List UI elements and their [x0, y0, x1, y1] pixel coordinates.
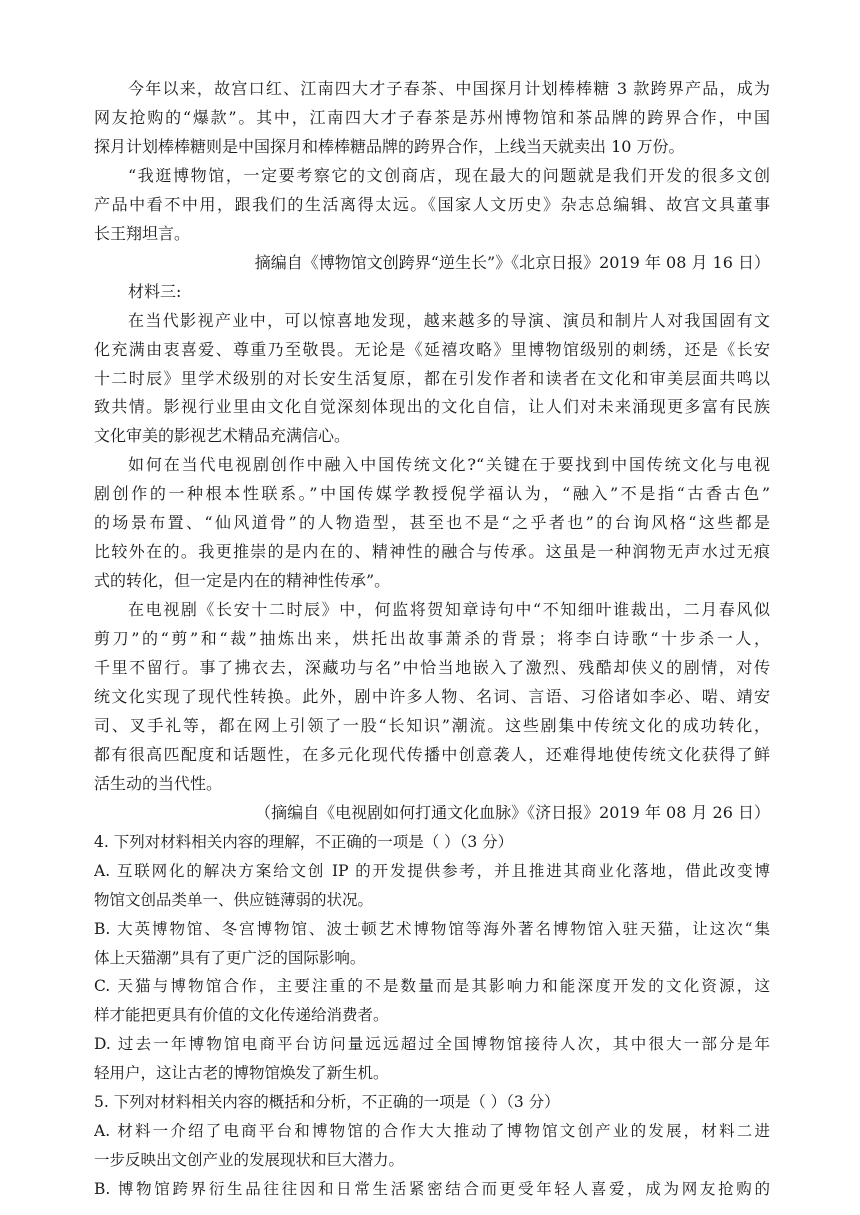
paragraph-line: 探月计划棒棒糖则是中国探月和棒棒糖品牌的跨界合作，上线当天就卖出 10 万份。	[94, 137, 685, 156]
paragraph-line: 如何在当代电视剧创作中融入中国传统文化?“关键在于要找到中国传统文化与电视	[128, 455, 770, 474]
source-citation: （摘编自《电视剧如何打通文化血脉》《济日报》2019 年 08 月 26 日）	[255, 803, 770, 822]
paragraph-line: “我逛博物馆，一定要考察它的文创商店，现在最大的问题就是我们开发的很多文创	[128, 166, 770, 185]
paragraph-line: 都有很高匹配度和话题性，在多元化现代传播中创意袭人，还难得地使传统文化获得了鲜	[94, 745, 770, 764]
paragraph-line: 比较外在的。我更推崇的是内在的、精神性的融合与传承。这虽是一种润物无声水过无痕	[94, 542, 770, 561]
paragraph-line: 的场景布置、“仙风道骨”的人物造型，甚至也不是“之乎者也”的台询风格“这些都是	[94, 513, 770, 532]
paragraph-line: 司、叉手礼等，都在网上引领了一股“长知识”潮流。这些剧集中传统文化的成功转化，	[94, 716, 770, 735]
question-5-option-b: B. 博物馆跨界衍生品往往因和日常生活紧密结合而更受年轻人喜爱，成为网友抢购的	[94, 1180, 770, 1198]
question-4-option-b-cont: 体上天猫潮”具有了更广泛的国际影响。	[94, 949, 366, 967]
question-4-stem: 4. 下列对材料相关内容的理解，不正确的一项是（ ）（3 分）	[94, 833, 514, 851]
paragraph-line: 千里不留行。事了拂衣去，深藏功与名”中恰当地嵌入了激烈、残酷却侠义的剧情，对传	[94, 658, 770, 677]
question-4-option-a: A. 互联网化的解决方案给文创 IP 的开发提供参考，并且推进其商业化落地，借此改变博	[94, 862, 770, 880]
question-4-option-c: C. 天猫与博物馆合作，主要注重的不是数量而是其影响力和能深度开发的文化资源，这	[94, 977, 770, 995]
paragraph-line: 剧创作的一种根本性联系。”中国传媒学教授倪学福认为，“融入”不是指“古香古色”	[94, 484, 770, 503]
paragraph-line: 致共情。影视行业里由文化自觉深刻体现出的文化自信，让人们对未来涌现更多富有民族	[94, 397, 770, 416]
question-5-option-a: A. 材料一介绍了电商平台和博物馆的合作大大推动了博物馆文创产业的发展，材料二进	[94, 1122, 770, 1140]
section-heading: 材料三:	[128, 282, 182, 301]
paragraph-line: 在电视剧《长安十二时辰》中，何监将贺知章诗句中“不知细叶谁裁出，二月春风似	[128, 600, 770, 619]
question-4-option-c-cont: 样才能把更具有价值的文化传递给消费者。	[94, 1006, 389, 1024]
paragraph-line: 长王翔坦言。	[94, 224, 191, 243]
paragraph-line: 产品中看不中用，跟我们的生活离得太远。《国家人文历史》杂志总编辑、故宫文具董事	[94, 195, 770, 214]
paragraph-line: 十二时辰》里学术级别的对长安生活复原，都在引发作者和读者在文化和审美层面共鸣以	[94, 369, 770, 388]
paragraph-line: 活生动的当代性。	[94, 774, 223, 793]
question-4-option-a-cont: 物馆文创品类单一、供应链薄弱的状况。	[94, 891, 374, 909]
paragraph-line: 式的转化，但一定是内在的精神性传承”。	[94, 571, 391, 590]
paragraph-line: 剪刀”的“剪”和“裁”抽炼出来，烘托出故事萧杀的背景；将李白诗歌“十步杀一人，	[94, 629, 770, 648]
question-4-option-d: D. 过去一年博物馆电商平台访问量远远超过全国博物馆接待人次，其中很大一部分是年	[94, 1035, 770, 1053]
question-5-stem: 5. 下列对材料相关内容的概括和分析，不正确的一项是（ ）（3 分）	[94, 1093, 560, 1111]
question-4-option-b: B. 大英博物馆、冬宫博物馆、波士顿艺术博物馆等海外著名博物馆入驻天猫，让这次“集	[94, 920, 770, 938]
paragraph-line: 化充满由衷喜爱、尊重乃至敬畏。无论是《延禧攻略》里博物馆级别的刺绣，还是《长安	[94, 340, 770, 359]
source-citation: 摘编自《博物馆文创跨界“逆生长”》《北京日报》2019 年 08 月 16 日）	[254, 253, 770, 272]
question-5-option-a-cont: 一步反映出文创产业的发展现状和巨大潜力。	[94, 1151, 405, 1169]
question-4-option-d-cont: 轻用户，这让古老的博物馆焕发了新生机。	[94, 1064, 389, 1082]
paragraph-line: 统文化实现了现代性转换。此外，剧中许多人物、名词、言语、习俗诸如李必、啱、靖安	[94, 687, 770, 706]
paragraph-line: 在当代影视产业中，可以惊喜地发现，越来越多的导演、演员和制片人对我国固有文	[128, 311, 770, 330]
paragraph-line: 文化审美的影视艺术精品充满信心。	[94, 426, 351, 445]
paragraph-line: 今年以来，故宫口红、江南四大才子春茶、中国探月计划棒棒糖 3 款跨界产品，成为	[128, 79, 770, 98]
paragraph-line: 网友抢购的“爆款”。其中，江南四大才子春茶是苏州博物馆和茶品牌的跨界合作，中国	[94, 108, 770, 127]
